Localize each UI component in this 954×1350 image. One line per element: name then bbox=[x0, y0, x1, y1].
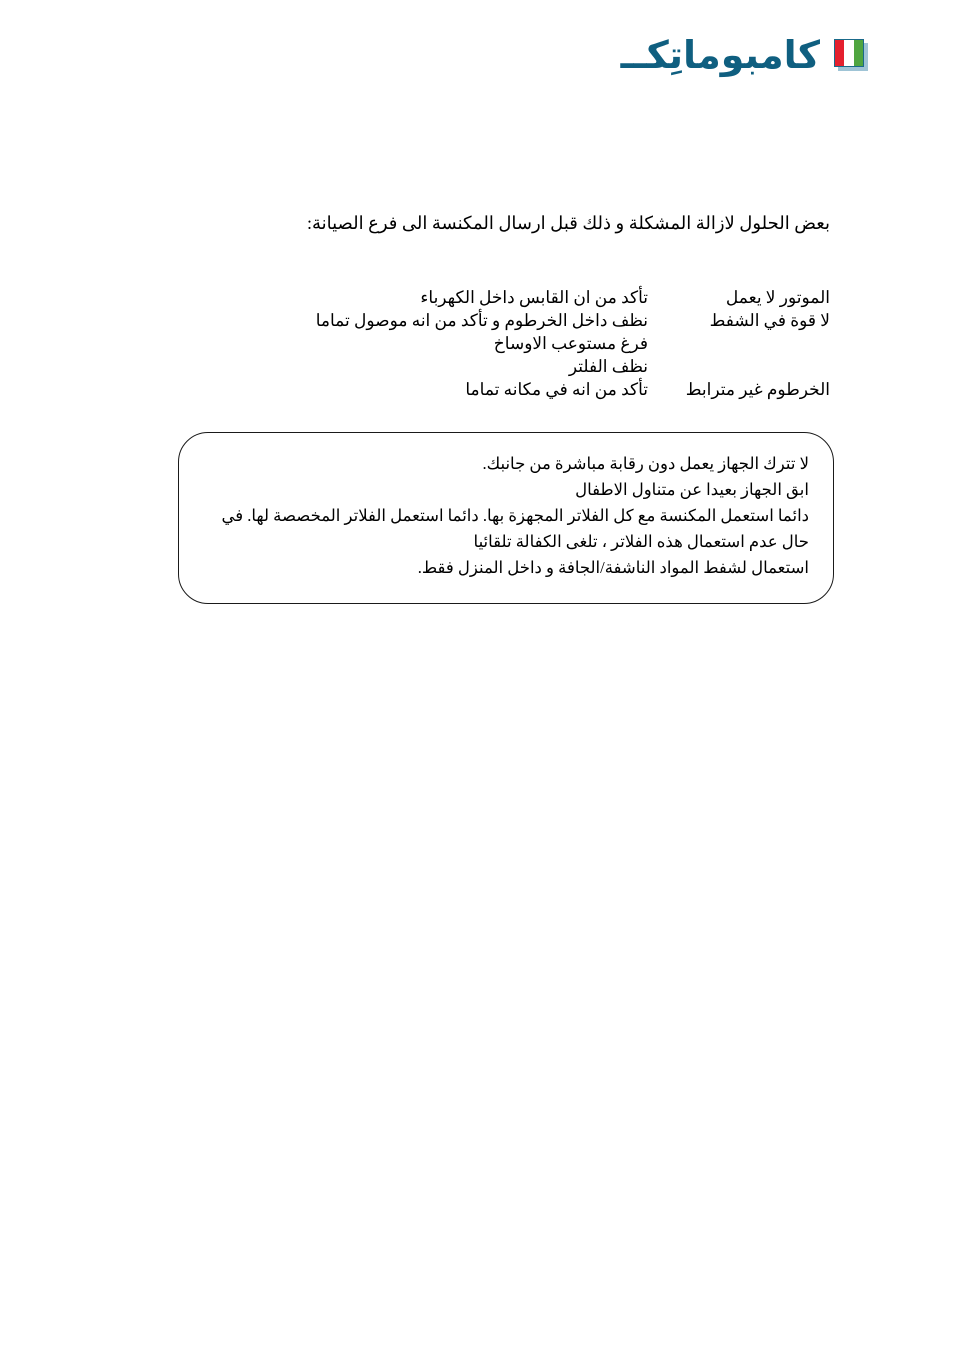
table-row bbox=[120, 286, 830, 309]
italian-flag-icon bbox=[834, 39, 868, 71]
flag-body bbox=[834, 39, 864, 67]
problem-cell: لا قوة في الشفط bbox=[709, 311, 830, 330]
solution-line: تأكد من ان القابس داخل الكهرباء bbox=[420, 288, 648, 307]
warning-box bbox=[178, 432, 834, 604]
flag-stripe-red bbox=[835, 40, 844, 66]
warning-line: لا تترك الجهاز يعمل دون رقابة مباشرة من جانبك. bbox=[482, 454, 809, 473]
table-row bbox=[120, 309, 830, 378]
brand-logo bbox=[620, 33, 868, 77]
solution-line: نظف داخل الخرطوم و تأكد من انه موصول تماما bbox=[315, 311, 648, 330]
solution-cell bbox=[120, 378, 648, 401]
problem-cell: الموتور لا يعمل bbox=[725, 288, 830, 307]
flag-stripe-white bbox=[844, 40, 853, 66]
brand-wordmark: كامبوماتِكــ bbox=[620, 33, 820, 77]
page-header bbox=[0, 33, 954, 106]
problem-cell: الخرطوم غير مترابط bbox=[685, 380, 830, 399]
troubleshooting-table bbox=[120, 286, 830, 401]
warning-line: استعمال لشفط المواد الناشفة/الجافة و داخل المنزل فقط. bbox=[417, 558, 809, 577]
solution-cell bbox=[120, 286, 648, 309]
solution-line: نظف الفلتر bbox=[568, 357, 648, 376]
warning-box-content bbox=[179, 433, 833, 591]
flag-stripe-green bbox=[854, 40, 863, 66]
table-row bbox=[120, 378, 830, 401]
solution-line: تأكد من انه في مكانه تماما bbox=[465, 380, 648, 399]
solution-line: فرغ مستوعب الاوساخ bbox=[493, 334, 648, 353]
warning-line: ابق الجهاز بعيدا عن متناول الاطفال bbox=[575, 480, 809, 499]
warning-line: دائما استعمل المكنسة مع كل الفلاتر المجهزة بها. دائما استعمل الفلاتر المخصصة لها. في حال عدم استعمال هذه الفلاتر ، تلغى الكفالة تلقائيا bbox=[221, 506, 809, 551]
solution-cell bbox=[120, 309, 648, 378]
intro-heading: بعض الحلول لازالة المشكلة و ذلك قبل ارسال المكنسة الى فرع الصيانة: bbox=[306, 213, 830, 233]
